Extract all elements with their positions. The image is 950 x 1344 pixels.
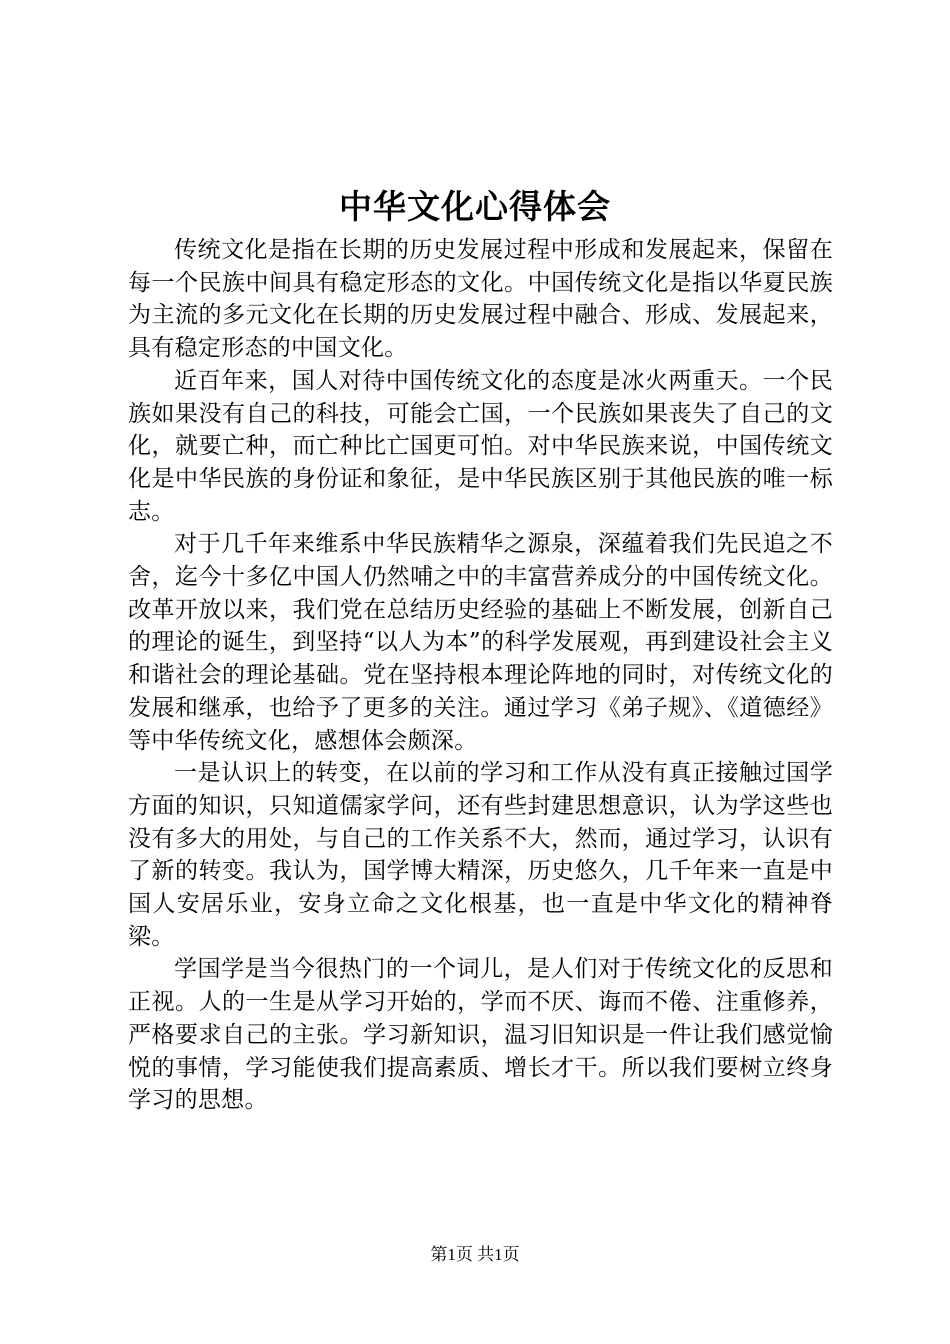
page-footer: 第1页 共1页 [430, 1245, 520, 1264]
document-title: 中华文化心得体会 [339, 187, 611, 226]
paragraph-3: 对于几千年来维系中华民族精华之源泉，深蕴着我们先民追之不舍，迄今十多亿中国人仍然哺之中的丰富营养成分的中国传统文化。改革开放以来，我们党在总结历史经验的基础上不断发展，创新自己的理论的诞生，到坚持“以人为本”的科学发展观，再到建设社会主义和谐社会的理论基础。党在坚持根本理论阵地的同时，对传统文化的发展和继承，也给予了更多的关注。通过学习《弟子规》、《道德经》等中华传统文化，感想体会颇深。 [128, 531, 833, 754]
paragraph-2: 近百年来，国人对待中国传统文化的态度是冰火两重天。一个民族如果没有自己的科技，可能会亡国，一个民族如果丧失了自己的文化，就要亡种，而亡种比亡国更可怕。对中华民族来说，中国传统文化是中华民族的身份证和象征，是中华民族区别于其他民族的唯一标志。 [128, 367, 833, 525]
document-body [128, 234, 833, 1117]
paragraph-5: 学国学是当今很热门的一个词儿，是人们对于传统文化的反思和正视。人的一生是从学习开始的，学而不厌、诲而不倦、注重修养，严格要求自己的主张。学习新知识，温习旧知识是一件让我们感觉愉悦的事情，学习能使我们提高素质、增长才干。所以我们要树立终身学习的思想。 [128, 956, 833, 1114]
paragraph-1: 传统文化是指在长期的历史发展过程中形成和发展起来，保留在每一个民族中间具有稳定形态的文化。中国传统文化是指以华夏民族为主流的多元文化在长期的历史发展过程中融合、形成、发展起来，具有稳定形态的中国文化。 [128, 237, 833, 362]
paragraph-4: 一是认识上的转变，在以前的学习和工作从没有真正接触过国学方面的知识，只知道儒家学问，还有些封建思想意识，认为学这些也没有多大的用处，与自己的工作关系不大，然而，通过学习，认识有了新的转变。我认为，国学博大精深，历史悠久，几千年来一直是中国人安居乐业，安身立命之文化根基，也一直是中华文化的精神脊梁。 [128, 760, 833, 950]
